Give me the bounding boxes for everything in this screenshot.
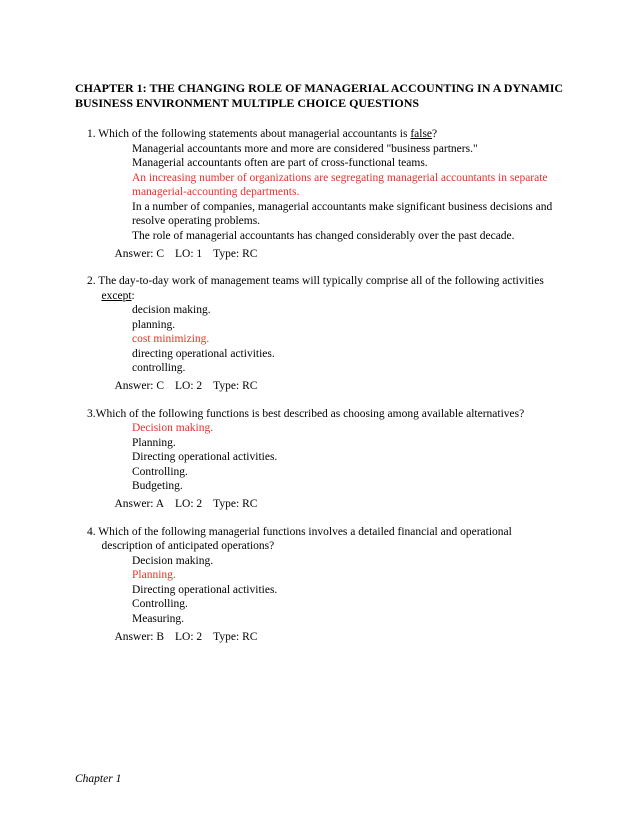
answer-key-line [75,630,595,645]
prompt-text-segment: Which of the following managerial functions involves a detailed financial and operational [98,525,512,538]
prompt-text-segment: ? [432,128,438,140]
answer-option-line: cost minimizing. [132,333,210,345]
learning-objective: LO: 2 [175,380,203,392]
answer-option-line: Decision making. [132,422,214,434]
answer-option-line: Budgeting. [132,480,183,492]
answer-option-line: directing operational activities. [132,347,275,360]
answer-letter: Answer: C [114,380,165,392]
answer-option-line: Controlling. [132,465,188,478]
answer-option-line: controlling. [132,362,186,374]
question-prompt [75,274,595,289]
answer-option-line: Controlling. [132,598,188,610]
answer-letter: Answer: A [114,498,165,510]
questions-list [75,127,595,644]
question-number: 1. [87,128,99,140]
prompt-text-segment: : [131,289,135,302]
answer-option-line: In a number of companies, managerial accountants make significant business decisions and [132,200,553,213]
question-prompt [75,407,595,422]
prompt-text-segment: false [410,128,433,140]
question-type: Type: RC [213,630,258,643]
answer-option-line: Decision making. [132,554,214,567]
question-prompt [75,525,595,540]
answer-option-line: Directing operational activities. [132,583,278,596]
answer-option-line: Managerial accountants more and more are considered "business partners." [132,142,478,155]
learning-objective: LO: 2 [175,498,203,510]
answer-option-line: Planning. [132,436,176,449]
answer-option-line: The role of managerial accountants has changed considerably over the past decade. [132,229,515,242]
question-block [75,127,595,261]
answer-letter: Answer: B [114,630,165,643]
answer-option-line: An increasing number of organizations are segregating managerial accountants in separate [132,171,548,184]
answer-option-line: Directing operational activities. [132,451,278,463]
document-title [75,81,595,110]
answer-option-line: managerial-accounting departments. [132,186,300,198]
question-block [75,525,595,645]
answer-key-line [75,379,595,394]
prompt-text-segment: The day-to-day work of management teams will typically comprise all of the following activities [98,275,544,287]
document-title-line: CHAPTER 1: THE CHANGING ROLE OF MANAGERIAL ACCOUNTING IN A DYNAMIC [75,81,564,95]
answer-option-line: Planning. [132,569,176,581]
page-footer-chapter-label: Chapter 1 [75,773,122,785]
question-number: 2. [87,275,99,287]
document-title-line: BUSINESS ENVIRONMENT MULTIPLE CHOICE QUESTIONS [75,95,420,110]
question-type: Type: RC [213,247,258,260]
question-number: 4. [87,525,99,538]
answer-option-line: planning. [132,318,176,331]
prompt-text-segment: except [101,289,132,302]
prompt-text-segment: description of anticipated operations? [101,540,275,552]
question-prompt-continuation [75,539,595,554]
answer-option-line: Managerial accountants often are part of cross-functional teams. [132,157,428,169]
question-number: 3. [87,407,96,420]
page-content [75,81,595,644]
question-prompt [75,127,595,142]
learning-objective: LO: 2 [175,630,203,643]
question-prompt-continuation [75,289,595,304]
answer-option-line: decision making. [132,304,211,316]
question-block [75,274,595,394]
answer-letter: Answer: C [114,247,165,260]
question-type: Type: RC [213,498,258,510]
answer-key-line [75,497,595,512]
learning-objective: LO: 1 [175,247,203,260]
question-type: Type: RC [213,380,258,392]
answer-key-line [75,247,595,262]
answer-option-line: resolve operating problems. [132,215,261,227]
answer-option-line: Measuring. [132,612,185,625]
question-block [75,407,595,512]
prompt-text-segment: Which of the following statements about managerial accountants is [98,128,411,140]
prompt-text-segment: Which of the following functions is best described as choosing among available alternatives? [95,407,525,420]
